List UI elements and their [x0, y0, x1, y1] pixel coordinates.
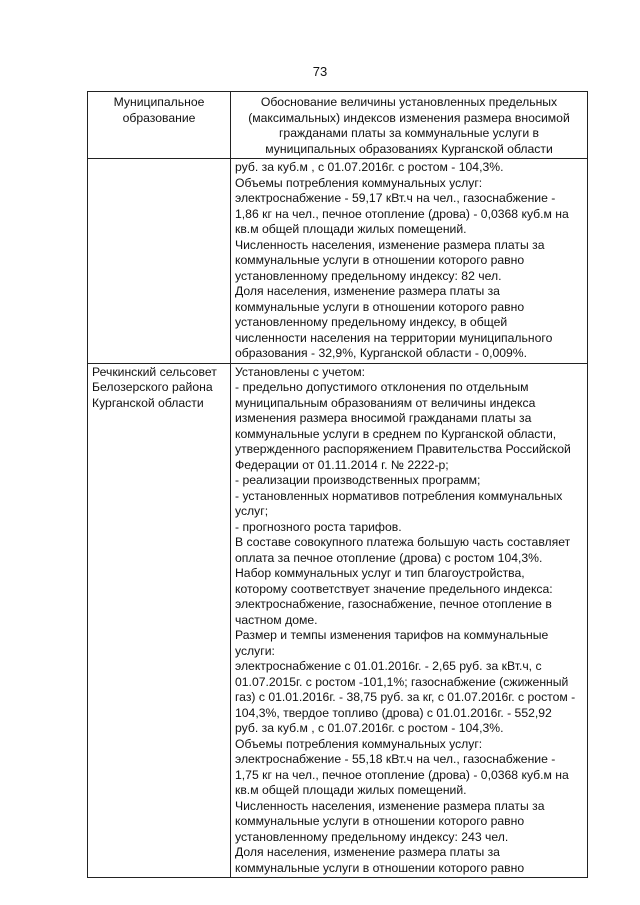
- text-line: электроснабжение - 55,18 кВт.ч на чел., газоснабжение -: [235, 752, 556, 766]
- text-line: услуг;: [235, 504, 269, 518]
- text-line: - реализации производственных программ;: [235, 473, 481, 487]
- text-line: Набор коммунальных услуг и тип благоустройства,: [235, 566, 525, 580]
- text-line: В составе совокупного платежа большую часть составляет: [235, 535, 571, 549]
- text-line: Объемы потребления коммунальных услуг:: [235, 736, 483, 751]
- text-line: установленному предельному индексу, в общей: [235, 315, 508, 329]
- text-line: Объемы потребления коммунальных услуг:: [235, 175, 483, 190]
- text-line: 104,3%, твердое топливо (дрова) с 01.01.2016г. - 552,92: [235, 705, 552, 720]
- header-line: гражданами платы за коммунальные услуги в: [278, 126, 540, 140]
- text-line: муниципальным образованиям от величины индекса: [235, 395, 536, 410]
- table-row: [88, 363, 588, 878]
- text-line: электроснабжение, газоснабжение, печное отопление в: [235, 597, 552, 611]
- header-line: Обоснование величины установленных предельных: [260, 95, 558, 109]
- text-line: коммунальные услуги в отношении которого равно: [235, 253, 525, 267]
- text-line: изменения размера вносимой гражданами платы за: [235, 411, 532, 425]
- text-line: 1,86 кг на чел., печное отопление (дрова) - 0,0368 куб.м на: [235, 206, 569, 221]
- text-line: коммунальные услуги в отношении которого равно: [235, 299, 525, 314]
- text-line: газ) с 01.01.2016г. - 38,75 руб. за кг, с 01.07.2016г. с ростом -: [235, 690, 576, 704]
- page-number: 73: [312, 64, 328, 79]
- text-line: установленному предельному индексу: 243 чел.: [235, 829, 509, 844]
- header-line: (максимальных) индексов изменения размера вносимой: [248, 110, 570, 125]
- municipality-line: Курганской области: [92, 395, 204, 410]
- text-line: 1,75 кг на чел., печное отопление (дрова) - 0,0368 куб.м на: [235, 767, 569, 782]
- text-line: коммунальные услуги в среднем по Курганской области,: [235, 426, 557, 441]
- text-line: 01.07.2015г. с ростом -101,1%; газоснабжение (сжиженный: [235, 674, 569, 689]
- table-row: [88, 159, 588, 364]
- municipality-cell: [88, 159, 231, 364]
- text-line: утвержденного распоряжением Правительства Российской: [235, 442, 571, 456]
- text-line: Установлены с учетом:: [235, 364, 365, 379]
- justification-table: [87, 91, 588, 878]
- municipality-line: Белозерского района: [92, 380, 213, 394]
- text-line: кв.м общей площади жилых помещений.: [235, 222, 467, 236]
- text-line: услуги:: [235, 643, 275, 658]
- text-line: образования - 32,9%, Курганской области - 0,009%.: [235, 346, 528, 360]
- text-line: кв.м общей площади жилых помещений.: [235, 783, 467, 797]
- table-header-row: [88, 92, 588, 159]
- text-line: численности населения на территории муниципального: [235, 330, 553, 345]
- text-line: электроснабжение с 01.01.2016г. - 2,65 руб. за кВт.ч, с: [235, 659, 542, 673]
- text-line: Доля населения, изменение размера платы за: [235, 845, 500, 859]
- header-municipality: [88, 92, 231, 159]
- municipality-cell: [88, 363, 231, 878]
- justification-cell: [231, 159, 588, 364]
- text-line: электроснабжение - 59,17 кВт.ч на чел., газоснабжение -: [235, 191, 556, 205]
- justification-cell: [231, 363, 588, 878]
- header-justification: [231, 92, 588, 159]
- text-line: Численность населения, изменение размера платы за: [235, 237, 545, 252]
- header-line: Муниципальное: [113, 95, 205, 109]
- text-line: коммунальные услуги в отношении которого равно: [235, 814, 525, 828]
- text-line: руб. за куб.м , с 01.07.2016г. с ростом - 104,3%.: [235, 160, 504, 174]
- text-line: - предельно допустимого отклонения по отдельным: [235, 380, 529, 394]
- text-line: руб. за куб.м , с 01.07.2016г. с ростом - 104,3%.: [235, 721, 504, 735]
- text-line: Размер и темпы изменения тарифов на коммунальные: [235, 628, 549, 642]
- text-line: которому соответствует значение предельного индекса:: [235, 581, 553, 596]
- header-line: образование: [122, 110, 196, 125]
- text-line: установленному предельному индексу: 82 чел.: [235, 268, 502, 283]
- text-line: - установленных нормативов потребления коммунальных: [235, 488, 563, 503]
- municipality-line: Речкинский сельсовет: [92, 364, 217, 379]
- text-line: - прогнозного роста тарифов.: [235, 519, 402, 534]
- header-line: муниципальных образованиях Курганской области: [265, 141, 553, 156]
- text-line: коммунальные услуги в отношении которого равно: [235, 860, 525, 875]
- text-line: Численность населения, изменение размера платы за: [235, 798, 545, 813]
- text-line: оплата за печное отопление (дрова) с ростом 104,3%.: [235, 550, 543, 565]
- text-line: частном доме.: [235, 612, 318, 627]
- text-line: Федерации от 01.11.2014 г. № 2222-р;: [235, 457, 449, 472]
- text-line: Доля населения, изменение размера платы за: [235, 284, 500, 298]
